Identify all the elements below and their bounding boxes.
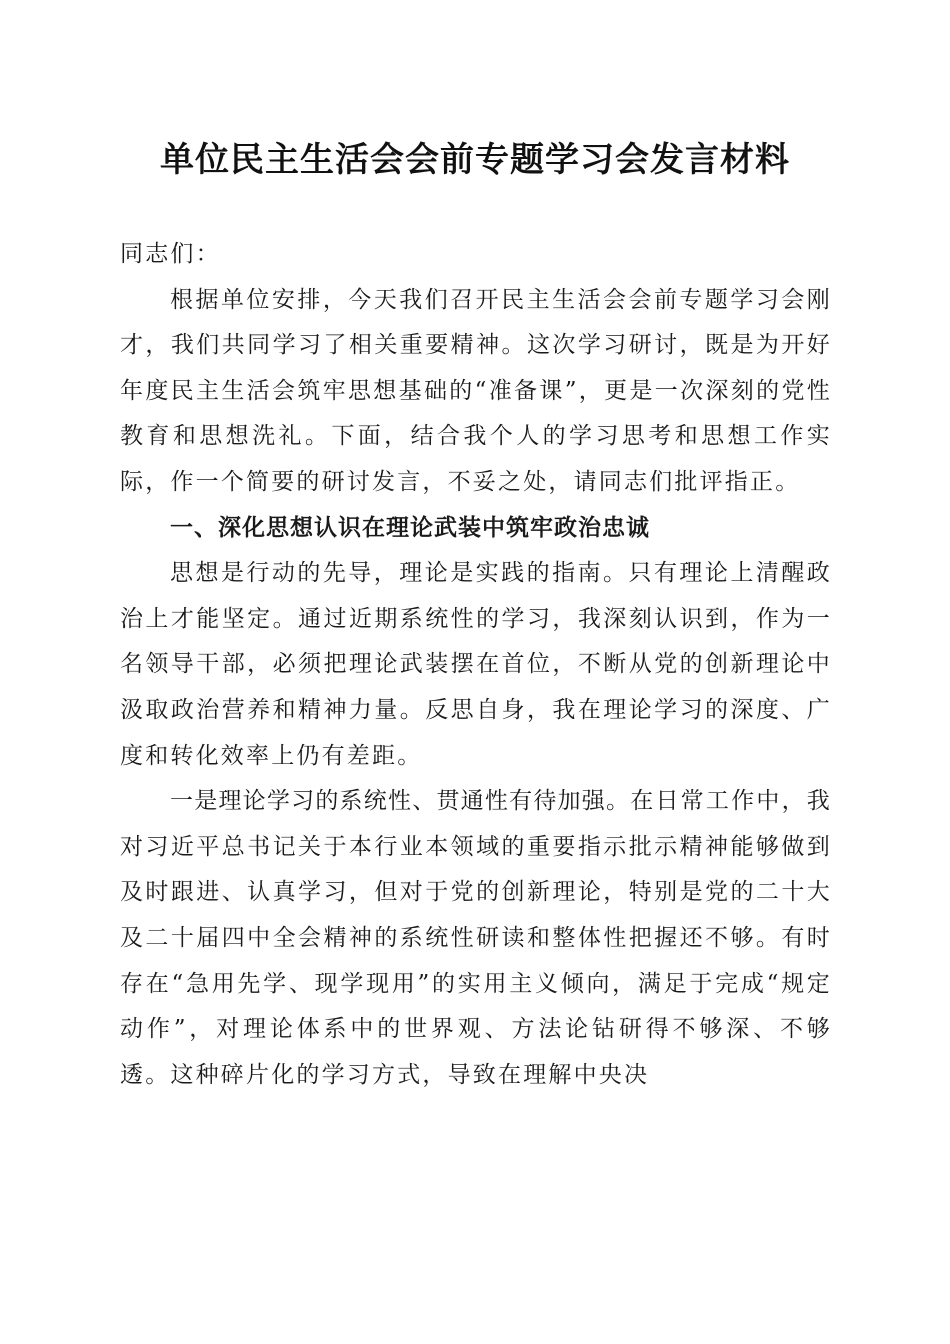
salutation: 同志们： — [120, 241, 221, 267]
section-1-heading: 一、深化思想认识在理论武装中筑牢政治忠诚 — [170, 514, 650, 541]
document-title: 单位民主生活会会前专题学习会发言材料 — [160, 140, 790, 180]
point-1-body: 在日常工作中，我对习近平总书记关于本行业本领域的重要指示批示精神能够做到及时跟进、认真学习，但对于党的创新理论，特别是党的二十大及二十届四中全会精神的系统性研读和整体性把握还不够。有时存在“急用先学、现学现用”的实用主义倾向，满足于完成“规定动作”，对理论体系中的世界观、方法论钻研得不够深、不够透。这种碎片化的学习方式，导致在理解中央决 — [120, 788, 832, 1088]
intro-paragraph: 根据单位安排，今天我们召开民主生活会会前专题学习会刚才，我们共同学习了相关重要精神。这次学习研讨，既是为开好年度民主生活会筑牢思想基础的“准备课”，更是一次深刻的党性教育和思想洗礼。下面，结合我个人的学习思考和思想工作实际，作一个简要的研讨发言，不妥之处，请同志们批评指正。 — [120, 286, 832, 495]
document-body — [120, 232, 832, 1098]
section-1-paragraph: 思想是行动的先导，理论是实践的指南。只有理论上清醒政治上才能坚定。通过近期系统性的学习，我深刻认识到，作为一名领导干部，必须把理论武装摆在首位，不断从党的创新理论中汲取政治营养和精神力量。反思自身，我在理论学习的深度、广度和转化效率上仍有差距。 — [120, 560, 832, 769]
point-1-lead: 一是理论学习的系统性、贯通性有待加强。 — [170, 788, 631, 815]
point-1-paragraph — [120, 779, 832, 1098]
